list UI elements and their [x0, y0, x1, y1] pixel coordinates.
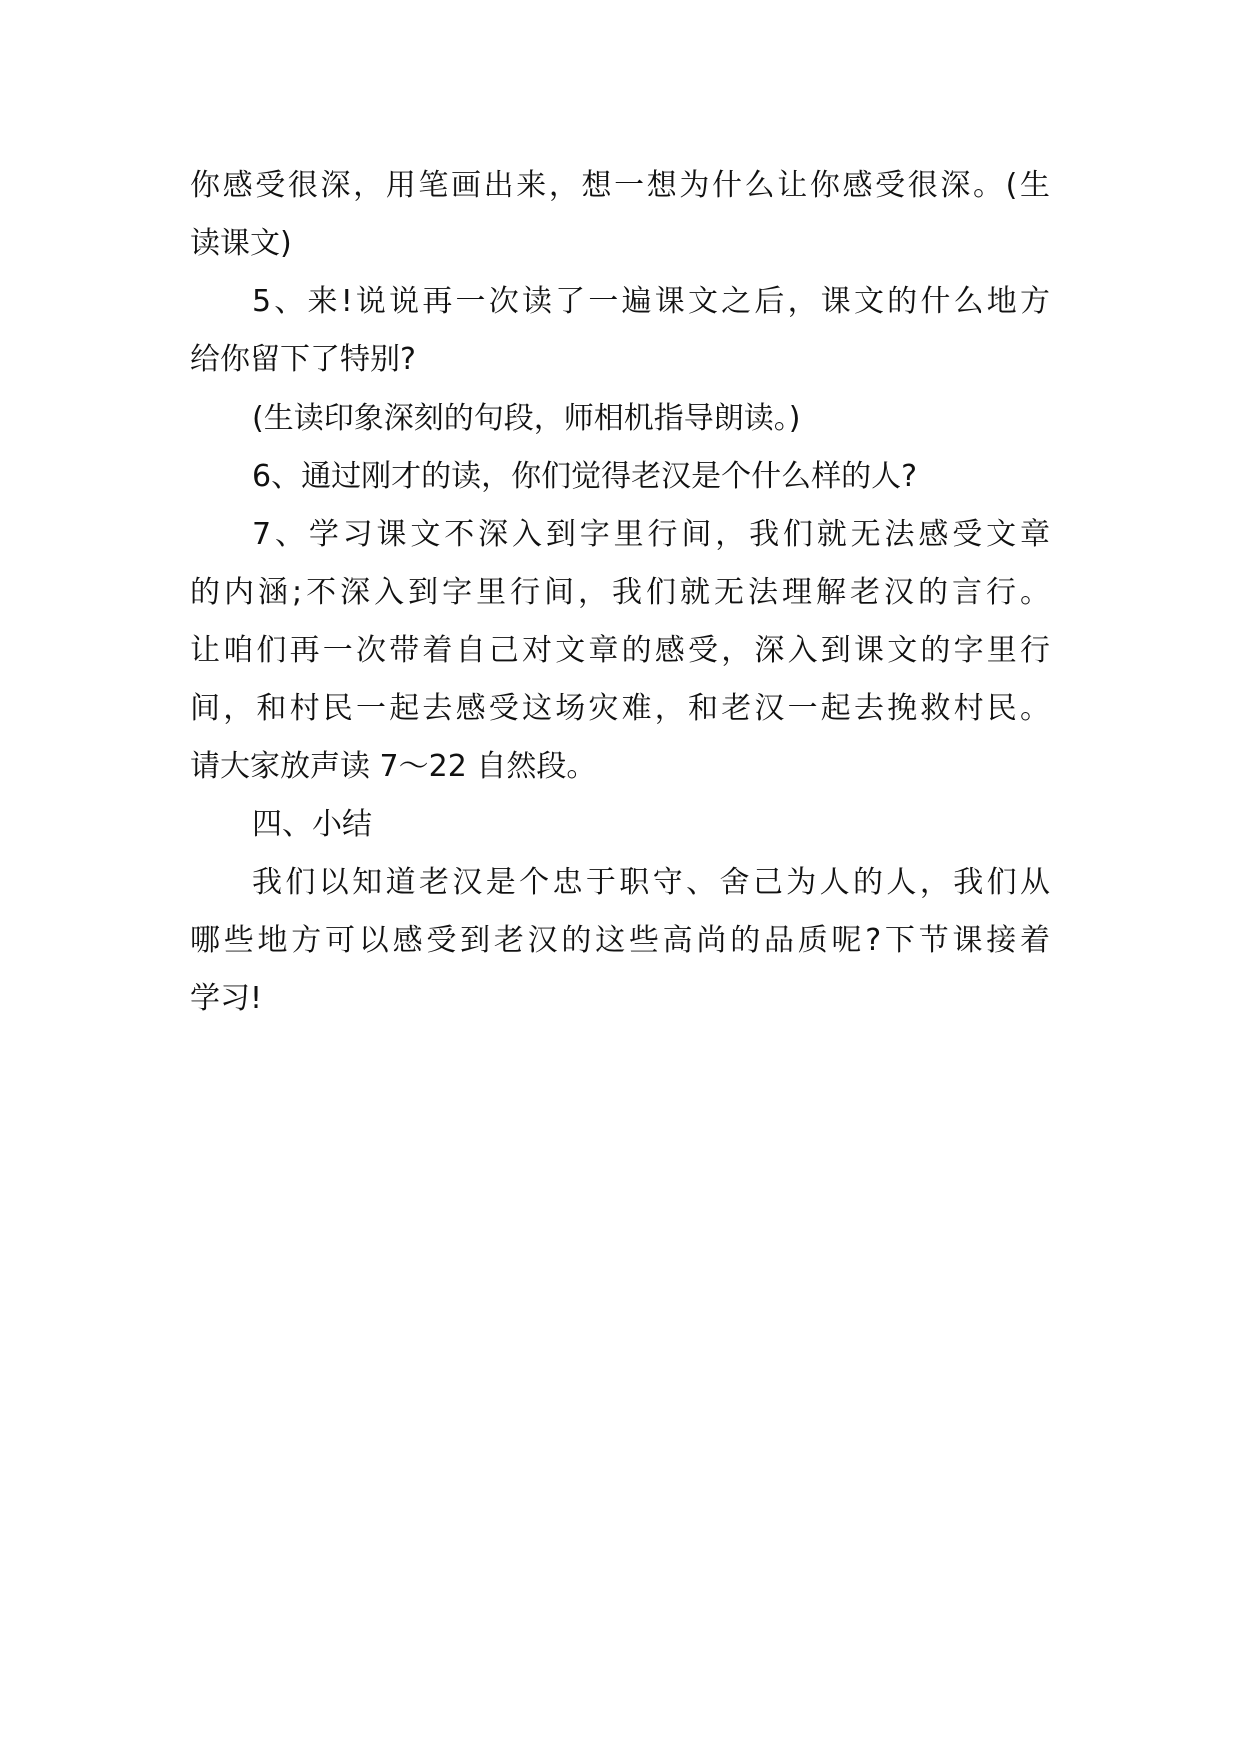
- paragraph-line: 哪些地方可以感受到老汉的这些高尚的品质呢?下节课接着: [190, 923, 1050, 958]
- paragraph-line: 请大家放声读 7～22 自然段。: [190, 749, 597, 784]
- paragraph-line: 的内涵;不深入到字里行间，我们就无法理解老汉的言行。: [190, 575, 1050, 610]
- paragraph-line: 我们以知道老汉是个忠于职守、舍己为人的人，我们从: [252, 865, 1050, 900]
- paragraph-line: 学习!: [190, 981, 263, 1016]
- paragraph-line: 6、通过刚才的读，你们觉得老汉是个什么样的人?: [252, 459, 918, 494]
- paragraph-line: 你感受很深，用笔画出来，想一想为什么让你感受很深。(生: [190, 168, 1050, 203]
- paragraph-line: 7、学习课文不深入到字里行间，我们就无法感受文章: [252, 517, 1050, 552]
- section-heading: 四、小结: [252, 807, 372, 842]
- paragraph-line: 读课文): [190, 226, 292, 261]
- paragraph-line: 5、来!说说再一次读了一遍课文之后，课文的什么地方: [252, 284, 1050, 319]
- paragraph-line: (生读印象深刻的句段，师相机指导朗读。): [252, 401, 801, 436]
- paragraph-line: 间，和村民一起去感受这场灾难，和老汉一起去挽救村民。: [190, 691, 1050, 726]
- paragraph-line: 让咱们再一次带着自己对文章的感受，深入到课文的字里行: [190, 633, 1050, 668]
- paragraph-line: 给你留下了特别?: [190, 342, 416, 377]
